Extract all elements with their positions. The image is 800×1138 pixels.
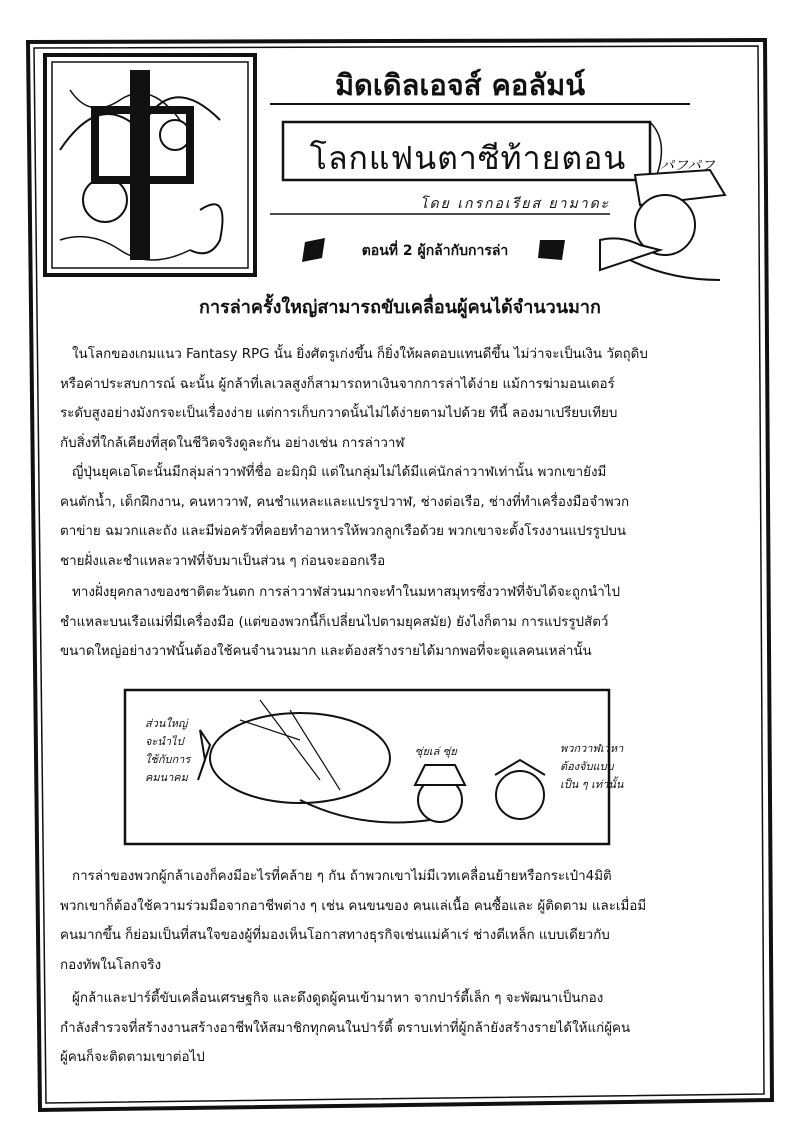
caption-line: ซุ่ยเล่ ซุ่ย [415,745,457,758]
caption-right [560,740,623,794]
article-headline: การล่าครั้งใหญ่สามารถขับเคลื่อนผู้คนได้จำนวนมาก [199,297,601,318]
emblem-illustration [45,55,255,275]
paragraph-line: ชายฝั่งและชำแหละวาฬที่จับมาเป็นส่วน ๆ ก่อนจะออกเรือ [60,553,386,569]
sfx-text: パフパフ [660,158,715,174]
caption-line: ส่วนใหญ่ [145,717,188,730]
paragraph-line: คนมากขึ้น ก็ย่อมเป็นที่สนใจของผู้ที่มองเห็นโอกาสทางธุรกิจเช่นแม่ค้าเร่ ช่างตีเหล็ก แบบเดียวกับ [60,928,610,943]
paragraph-line: การล่าของพวกผู้กล้าเองก็คงมีอะไรที่คล้าย ๆ กัน ถ้าพวกเขาไม่มีเวทเคลื่อนย้ายหรือกระเป๋า4มิติ [72,869,612,884]
trumpet-character-illustration [600,170,725,280]
paragraph-2 [60,458,629,576]
paragraph-line: ผู้คนก็จะติดตามเขาต่อไป [60,1050,205,1065]
episode-title: ตอนที่ 2 ผู้กล้ากับการล่า [361,243,509,259]
paragraph-line: กองทัพในโลกจริง [60,957,162,973]
author-credit: โดย เกรกอเรียส ยามาดะ [420,196,611,212]
paragraph-3 [60,578,620,667]
illustration-panel [125,690,609,844]
paragraph-line: หรือค่าประสบการณ์ ฉะนั้น ผู้กล้าที่เลเวลสูงก็สามารถหาเงินจากการล่าได้ง่าย แม้การฆ่ามอนเตอร์ [60,376,615,392]
paragraph-line: กำลังสำรวจที่สร้างงานสร้างอาชีพให้สมาชิกทุกคนในปาร์ตี้ ตราบเท่าที่ผู้กล้ายังสร้างรายได้ให้แก่ผู้คน [60,1020,631,1036]
column-title: มิดเดิลเอจส์ คอลัมน์ [334,68,586,102]
companion-drawing [496,771,544,819]
paragraph-1 [60,340,648,458]
flag-left-icon [302,238,325,262]
paragraph-5 [60,984,630,1073]
paragraph-line: ชำแหละบนเรือแม่ที่มีเครื่องมือ (แต่ของพวกนี้ก็เปลี่ยนไปตามยุคสมัย) ยังไงก็ตาม การแปรรูปสัตว์ [60,614,609,630]
paragraph-4 [60,862,646,980]
paragraph-line: ญี่ปุ่นยุคเอโดะนั้นมีกลุ่มล่าวาฬที่ชื่อ อะมิกุมิ แต่ในกลุ่มไม่ได้มีแค่นักล่าวาฬเท่านั้น พวกเขายังมี [72,465,607,480]
caption-line: ต้องจับแบบ [560,760,614,773]
caption-line: จะนำไป [145,735,184,748]
caption-mid [415,743,457,761]
paragraph-line: ตาข่าย ฉมวกและถัง และมีพ่อครัวที่คอยทำอาหารให้พวกลูกเรือด้วย พวกเขาจะตั้งโรงงานแปรรูปบน [60,524,627,539]
paragraph-line: ทางฝั่งยุคกลางของชาติตะวันตก การล่าวาฬส่วนมากจะทำในมหาสมุทรซึ่งวาฬที่จับได้จะถูกนำไป [72,585,620,600]
paragraph-line: ขนาดใหญ่อย่างวาฬนั้นต้องใช้คนจำนวนมาก และต้องสร้างรายได้มากพอที่จะดูแลคนเหล่านั้น [60,644,592,659]
flag-right-icon [538,240,565,260]
banner-title: โลกแฟนตาซีท้ายตอน [309,139,627,177]
caption-left [145,715,190,787]
paragraph-line: กับสิ่งที่ใกล้เคียงที่สุดในชีวิตจริงดูละกัน อย่างเช่น การล่าวาฬ [60,435,405,451]
caption-line: เป็น ๆ เท่านั้น [560,778,624,791]
caption-line: พวกวาฬเวหา [560,742,624,755]
caption-line: คมนาคม [145,771,188,784]
paragraph-line: ผู้กล้าและปาร์ตี้ขับเคลื่อนเศรษฐกิจ และดึงดูดผู้คนเข้ามาหา จากปาร์ตี้เล็ก ๆ จะพัฒนาเป็นกอง [72,991,604,1006]
caption-line: ใช้กับการ [145,753,191,766]
paragraph-line: ระดับสูงอย่างมังกรจะเป็นเรื่องง่าย แต่การเก็บกวาดนั้นไม่ได้ง่ายตามไปด้วย ทีนี้ ลองมาเปรียบเทียบ [60,406,618,421]
paragraph-line: ในโลกของเกมแนว Fantasy RPG นั้น ยิ่งศัตรูเก่งขึ้น ก็ยิ่งให้ผลตอบแทนดีขึ้น ไม่ว่าจะเป็นเงิน วัตถุดิบ [72,347,648,362]
paragraph-line: คนตักน้ำ, เด็กฝึกงาน, คนหาวาฬ, คนชำแหละและแปรรูปวาฬ, ช่างต่อเรือ, ช่างที่ทำเครื่องมือจำพวก [60,494,630,510]
paragraph-line: พวกเขาก็ต้องใช้ความร่วมมือจากอาชีพต่าง ๆ เช่น คนขนของ คนแล่เนื้อ คนซื้อและ ผู้ติดตาม และเมื่อมี [60,898,647,914]
